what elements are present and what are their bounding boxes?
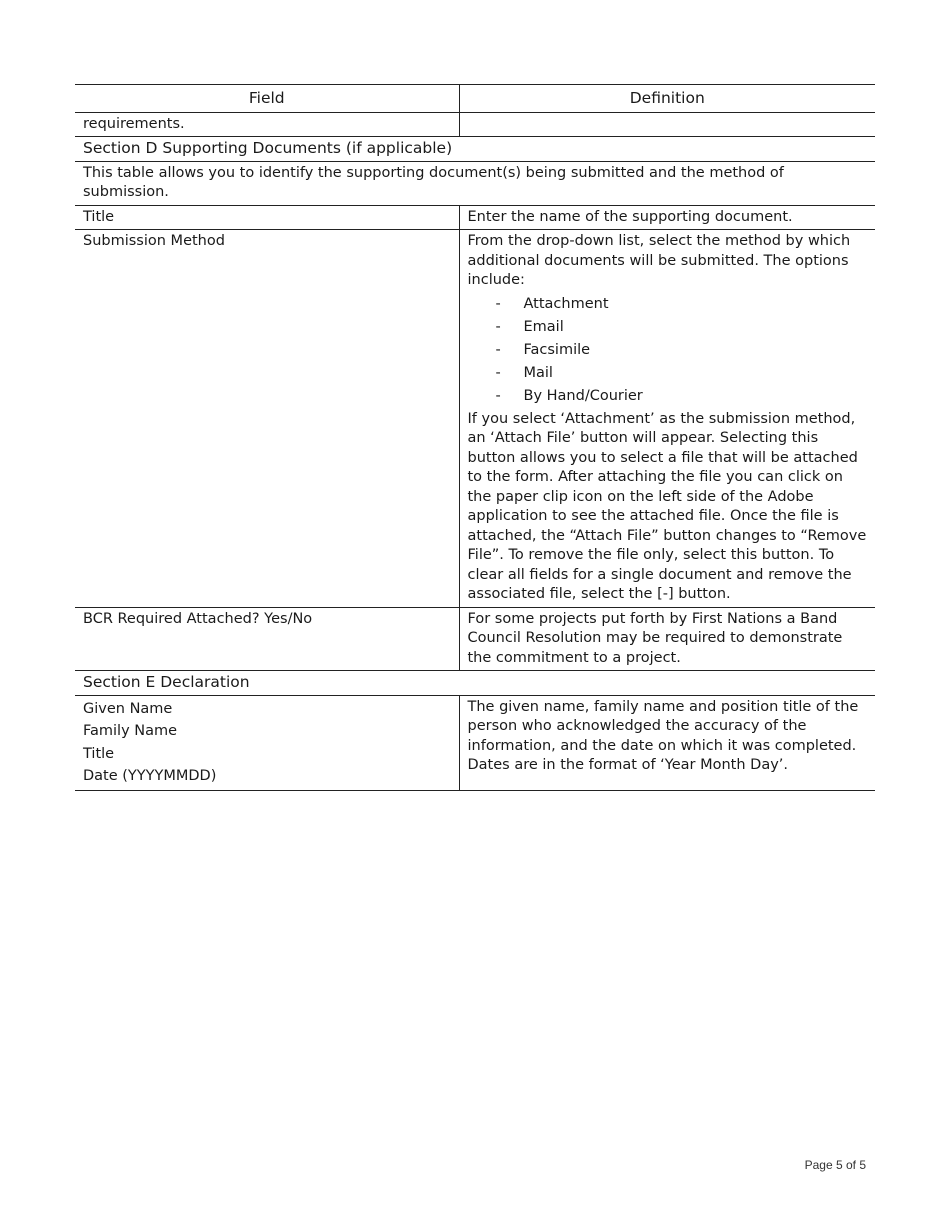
table-header-row (75, 85, 875, 113)
field-definition-table (75, 84, 875, 791)
option-label: Attachment (523, 295, 609, 312)
option-label: Email (523, 318, 564, 335)
table-row (75, 607, 875, 671)
field-column-header: Field (75, 85, 459, 113)
submission-options-list (468, 293, 868, 408)
section-e-header-row (75, 671, 875, 696)
section-d-header-row (75, 137, 875, 162)
list-item (468, 362, 868, 385)
title-definition-cell: Enter the name of the supporting document. (459, 205, 875, 230)
bullet-dash: - (495, 341, 501, 358)
submission-method-definition-cell (459, 230, 875, 608)
continued-definition-cell (459, 112, 875, 137)
bcr-definition-cell: For some projects put forth by First Nations a Band Council Resolution may be required to demonstrate the commitment to a project. (459, 607, 875, 671)
title-label: Title (83, 745, 115, 762)
definition-column-header: Definition (459, 85, 875, 113)
submission-method-field-cell: Submission Method (75, 230, 459, 608)
page-number: Page 5 of 5 (804, 1158, 866, 1172)
option-label: By Hand/Courier (523, 387, 643, 404)
submission-method-intro: From the drop-down list, select the method by which additional documents will be submitted. The options include: (467, 233, 851, 288)
list-item (468, 293, 868, 316)
section-d-intro-row (75, 161, 875, 205)
option-label: Mail (523, 364, 553, 381)
bullet-dash: - (495, 318, 501, 335)
bcr-field-cell: BCR Required Attached? Yes/No (75, 607, 459, 671)
date-label: Date (YYYYMMDD) (83, 768, 217, 784)
bullet-dash: - (495, 295, 501, 312)
bullet-dash: - (495, 364, 501, 381)
table-row (75, 695, 875, 790)
table-row (75, 112, 875, 137)
option-label: Facsimile (523, 341, 591, 358)
declaration-definition-cell: The given name, family name and position title of the person who acknowledged the accuracy of the information, and the date on which it was completed. Dates are in the format of ‘Year Month Day’. (459, 695, 875, 790)
given-name-label: Given Name (83, 700, 173, 717)
section-d-title: Section D Supporting Documents (if applicable) (75, 137, 875, 162)
section-d-intro: This table allows you to identify the supporting document(s) being submitted and the method of submission. (75, 161, 875, 205)
list-item (468, 316, 868, 339)
list-item (468, 385, 868, 408)
bullet-dash: - (495, 387, 501, 404)
list-item (468, 339, 868, 362)
table-row (75, 205, 875, 230)
declaration-fields-cell (75, 695, 459, 790)
submission-method-detail: If you select ‘Attachment’ as the submission method, an ‘Attach File’ button will appear. Selecting this button allows you to select a file that will be attached to the form. After attaching the file you can click on the paper clip icon on the left side of the Adobe application to see the attached file. Once the file is attached, the “Attach File” button changes to “Remove File”. To remove the file only, select this button. To clear all fields for a single document and remove the associated file, select the [-] button. (467, 410, 867, 602)
table-row (75, 230, 875, 608)
family-name-label: Family Name (83, 723, 178, 739)
continued-field-cell: requirements. (75, 112, 459, 137)
section-e-title: Section E Declaration (75, 671, 875, 696)
title-field-cell: Title (75, 205, 459, 230)
